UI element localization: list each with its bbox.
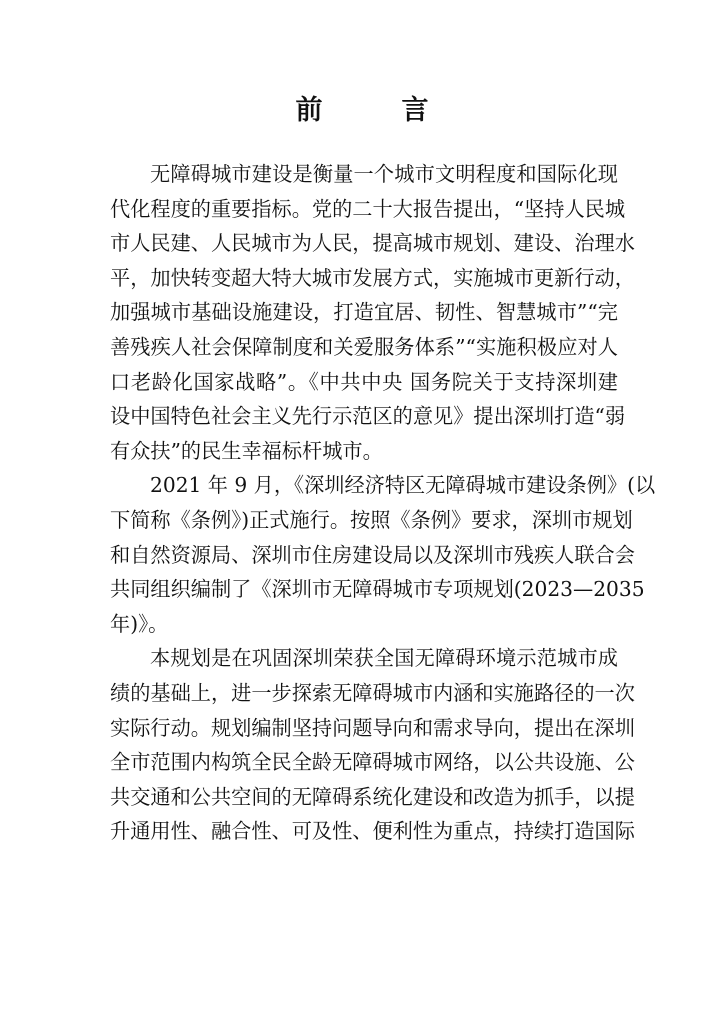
- text-line: 设中国特色社会主义先行示范区的意见》提出深圳打造“弱: [110, 404, 626, 429]
- text-line: 年)》。: [110, 611, 169, 636]
- text-line: 有众扶”的民生幸福标杆城市。: [110, 438, 383, 463]
- text-line: 善残疾人社会保障制度和关爱服务体系”“实施积极应对人: [110, 334, 618, 359]
- text-line: 共同组织编制了《深圳市无障碍城市专项规划(2023—2035: [110, 577, 645, 602]
- text-line: 口老龄化国家战略”。《中共中央 国务院关于支持深圳建: [110, 369, 618, 394]
- page-title: 前 言: [295, 95, 455, 126]
- text-line: 无障碍城市建设是衡量一个城市文明程度和国际化现: [150, 162, 618, 186]
- text-line: 市人民建、人民城市为人民，提高城市规划、建设、治理水: [110, 231, 635, 256]
- text-line: 和自然资源局、深圳市住房建设局以及深圳市残疾人联合会: [110, 542, 635, 567]
- text-line: 本规划是在巩固深圳荣获全国无障碍环境示范城市成: [150, 646, 618, 671]
- text-line: 共交通和公共空间的无障碍系统化建设和改造为抓手，以提: [110, 784, 635, 809]
- text-line: 平，加快转变超大特大城市发展方式，实施城市更新行动，: [110, 265, 635, 290]
- text-line: 实际行动。规划编制坚持问题导向和需求导向，提出在深圳: [110, 715, 635, 740]
- text-line: 下简称《条例》)正式施行。按照《条例》要求，深圳市规划: [110, 507, 633, 532]
- text-line: 加强城市基础设施建设，打造宜居、韧性、智慧城市”“完: [110, 300, 618, 325]
- text-line: 代化程度的重要指标。党的二十大报告提出，“坚持人民城: [110, 196, 626, 221]
- paragraph-1: [110, 157, 635, 468]
- paragraph-3: [110, 641, 635, 849]
- text-line: 绩的基础上，进一步探索无障碍城市内涵和实施路径的一次: [110, 680, 635, 705]
- text-line: 2021 年 9 月，《深圳经济特区无障碍城市建设条例》(以: [150, 473, 656, 498]
- document-body: [110, 157, 656, 849]
- paragraph-2: [110, 468, 656, 641]
- text-line: 全市范围内构筑全民全龄无障碍城市网络，以公共设施、公: [110, 750, 635, 775]
- text-line: 升通用性、融合性、可及性、便利性为重点，持续打造国际: [110, 819, 635, 844]
